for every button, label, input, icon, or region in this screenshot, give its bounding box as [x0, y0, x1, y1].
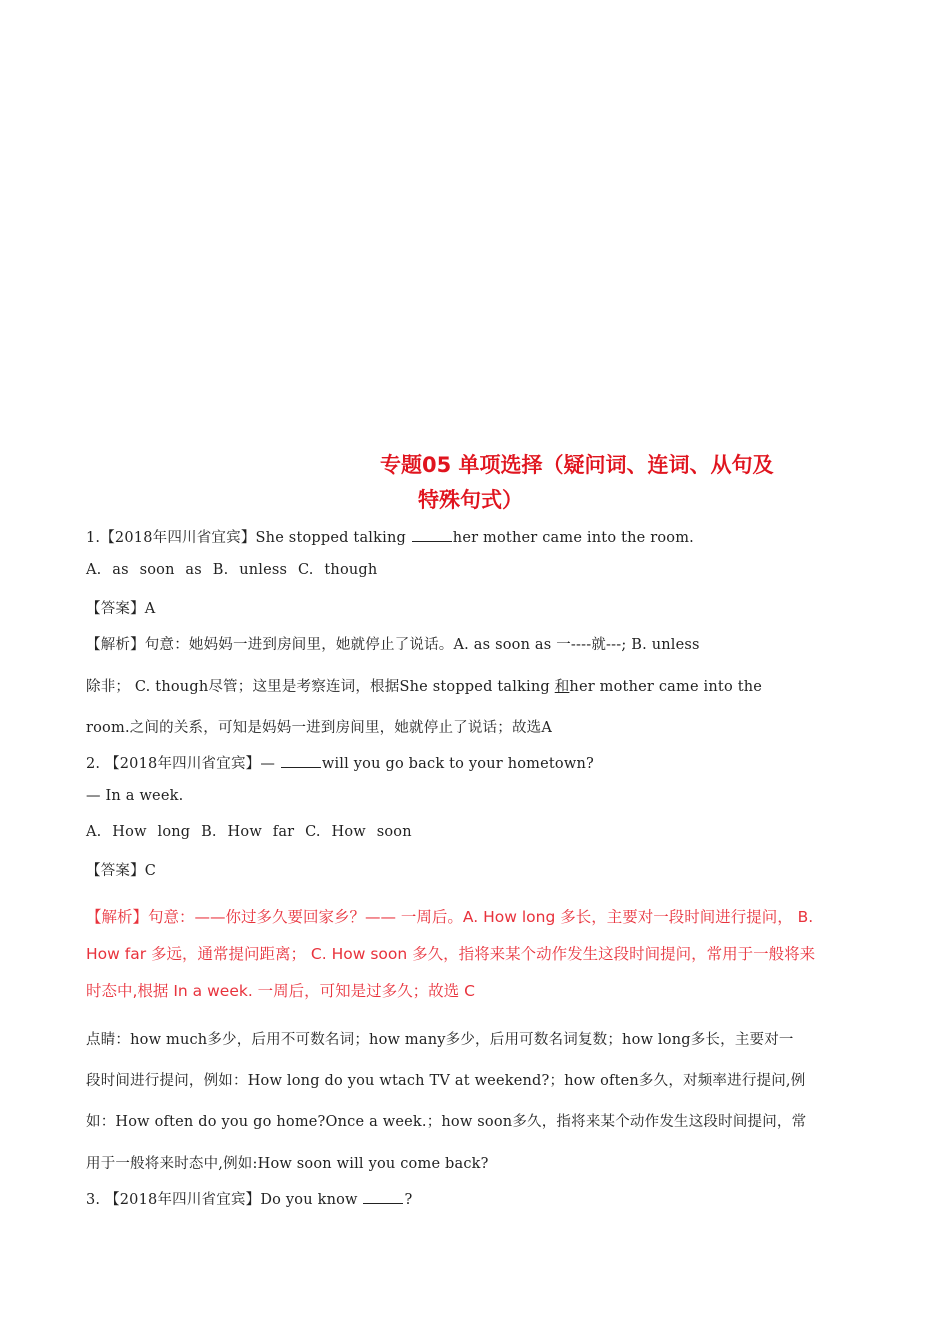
- q2-options: A. How long B. How far C. How soon: [86, 824, 412, 840]
- q2-stem-prefix: 2. 【2018年四川省宜宾】—: [86, 756, 280, 772]
- q1-analysis-line2-suffix: her mother came into the: [569, 679, 763, 695]
- page-title-line2: 特殊句式）: [418, 488, 523, 512]
- q3-stem: [86, 1188, 412, 1209]
- page-title-line1: 专题05 单项选择（疑问词、连词、从句及: [380, 453, 774, 477]
- q2-analysis-line1: 【解析】句意：——你过多久要回家乡？—— 一周后。A. How long 多长，主要对一段时间进行提问， B.: [86, 908, 814, 926]
- q2-blank: [281, 755, 321, 768]
- q1-stem-prefix: 1.【2018年四川省宜宾】She stopped talking: [86, 530, 411, 546]
- q2-stem: [86, 752, 594, 773]
- q1-blank: [412, 529, 452, 542]
- q1-analysis-line2: [86, 675, 762, 696]
- q1-analysis-line1: 【解析】句意：她妈妈一进到房间里，她就停止了说话。A. as soon as 一----就---; B. unless: [86, 637, 700, 653]
- q1-answer: 【答案】A: [86, 601, 156, 617]
- q1-stem-suffix: her mother came into the room.: [452, 530, 694, 546]
- q1-analysis-line2-prefix: 除非； C. though尽管；这里是考察连词，根据She stopped talking: [86, 679, 555, 695]
- q2-tip-line2: 段时间进行提问，例如：How long do you wtach TV at weekend?；how often多久，对频率进行提问,例: [86, 1073, 806, 1089]
- q1-stem: [86, 526, 694, 547]
- q2-tip-line3: 如：How often do you go home?Once a week.；how soon多久，指将来某个动作发生这段时间提问，常: [86, 1114, 807, 1130]
- q2-analysis-line2: How far 多远，通常提问距离； C. How soon 多久，指将来某个动作发生这段时间提问，常用于一般将来: [86, 945, 816, 963]
- q1-options: A. as soon as B. unless C. though: [86, 562, 378, 578]
- q3-blank: [363, 1191, 403, 1204]
- q2-tip-line4: 用于一般将来时态中,例如:How soon will you come back?: [86, 1156, 489, 1172]
- q3-stem-suffix: ?: [404, 1192, 413, 1208]
- q2-reply: — In a week.: [86, 788, 184, 804]
- q2-analysis-line3: 时态中,根据 In a week. 一周后，可知是过多久；故选 C: [86, 982, 475, 1000]
- q2-stem-suffix: will you go back to your hometown?: [321, 756, 594, 772]
- q1-analysis-underlined-word: 和: [554, 679, 570, 695]
- q2-answer: 【答案】C: [86, 863, 157, 879]
- q3-stem-prefix: 3. 【2018年四川省宜宾】Do you know: [86, 1192, 363, 1208]
- q2-tip-line1: 点睛：how much多少，后用不可数名词；how many多少，后用可数名词复数；how long多长，主要对一: [86, 1032, 794, 1048]
- q1-analysis-line3: room.之间的关系，可知是妈妈一进到房间里，她就停止了说话；故选A: [86, 720, 553, 736]
